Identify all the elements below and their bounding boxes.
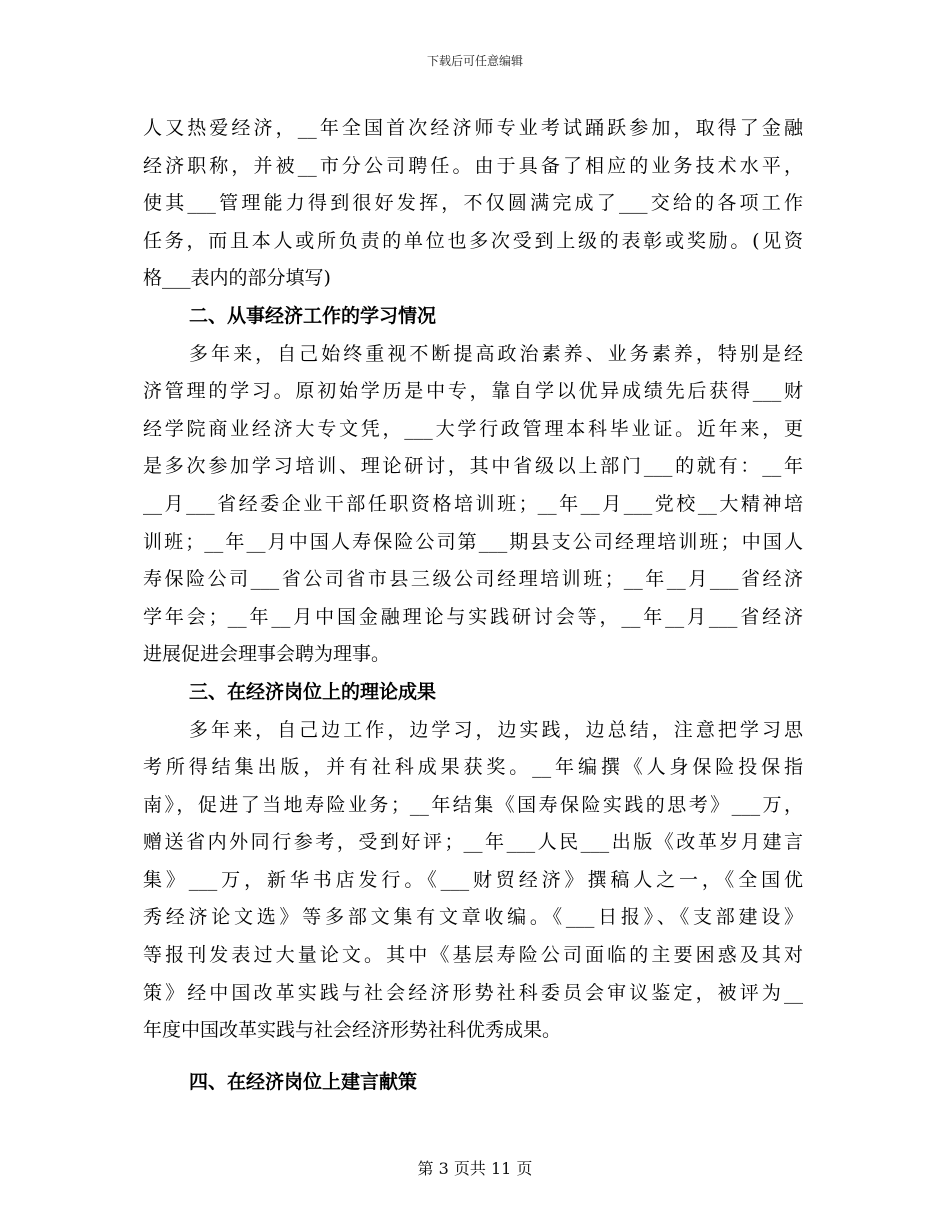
body-line: 是多次参加学习培训、理论研讨，其中省级以上部门___的就有：__年 — [143, 455, 803, 478]
body-line: 训班；__年__月中国人寿保险公司第___期县支公司经理培训班；中国人 — [143, 530, 803, 553]
body-line: 济管理的学习。原初始学历是中专，靠自学以优异成绩先后获得___财 — [143, 380, 803, 403]
body-line: 考所得结集出版，并有社科成果获奖。__年编撰《人身保险投保指 — [143, 756, 803, 779]
body-line: 人又热爱经济，__年全国首次经济师专业考试踊跃参加，取得了金融 — [143, 117, 803, 139]
body-line: 集》___万，新华书店发行。《___财贸经济》撰稿人之一，《全国优 — [143, 868, 803, 891]
section-spacer — [143, 1050, 803, 1064]
body-line: 经济职称，并被__市分公司聘任。由于具备了相应的业务技术水平， — [143, 154, 803, 177]
document-body — [143, 110, 803, 1101]
body-line: 南》，促进了当地寿险业务；__年结集《国寿保险实践的思考》___万， — [143, 793, 803, 816]
body-line: 多年来，自己始终重视不断提高政治素养、业务素养，特别是经 — [189, 342, 803, 365]
page-header: 下载后可任意编辑 — [426, 54, 523, 68]
body-line: 任务，而且本人或所负责的单位也多次受到上级的表彰或奖励。(见资 — [143, 229, 803, 252]
body-line: 寿保险公司___省公司省市县三级公司经理培训班；__年__月___省经济 — [143, 568, 803, 591]
body-line: 等报刊发表过大量论文。其中《基层寿险公司面临的主要困惑及其对 — [143, 944, 803, 967]
section-heading-4: 四、在经济岗位上建言献策 — [189, 1070, 418, 1093]
section-heading-2: 二、从事经济工作的学习情况 — [189, 304, 437, 327]
body-line: 赠送省内外同行参考，受到好评；__年___人民___出版《改革岁月建言 — [143, 831, 803, 854]
page-number: 第 3 页共 11 页 — [417, 1159, 533, 1178]
body-line: 年度中国改革实践与社会经济形势社科优秀成果。 — [143, 1019, 562, 1042]
body-line: 经学院商业经济大专文凭，___大学行政管理本科毕业证。近年来，更 — [143, 417, 803, 440]
body-line: 进展促进会理事会聘为理事。 — [143, 643, 391, 666]
body-line: 策》经中国改革实践与社会经济形势社科委员会审议鉴定，被评为__ — [143, 981, 803, 1004]
body-line: 学年会；__年__月中国金融理论与实践研讨会等，__年__月___省经济 — [143, 605, 803, 628]
body-line: 使其___管理能力得到很好发挥，不仅圆满完成了___交给的各项工作 — [143, 192, 803, 215]
body-line: 秀经济论文选》等多部文集有文章收编。《___日报》、《支部建设》 — [143, 906, 803, 929]
body-line: 格___表内的部分填写) — [143, 267, 331, 290]
body-line: __月___省经委企业干部任职资格培训班；__年__月___党校__大精神培 — [143, 492, 803, 515]
section-heading-3: 三、在经济岗位上的理论成果 — [189, 680, 437, 703]
body-line: 多年来，自己边工作，边学习，边实践，边总结，注意把学习思 — [189, 718, 803, 741]
